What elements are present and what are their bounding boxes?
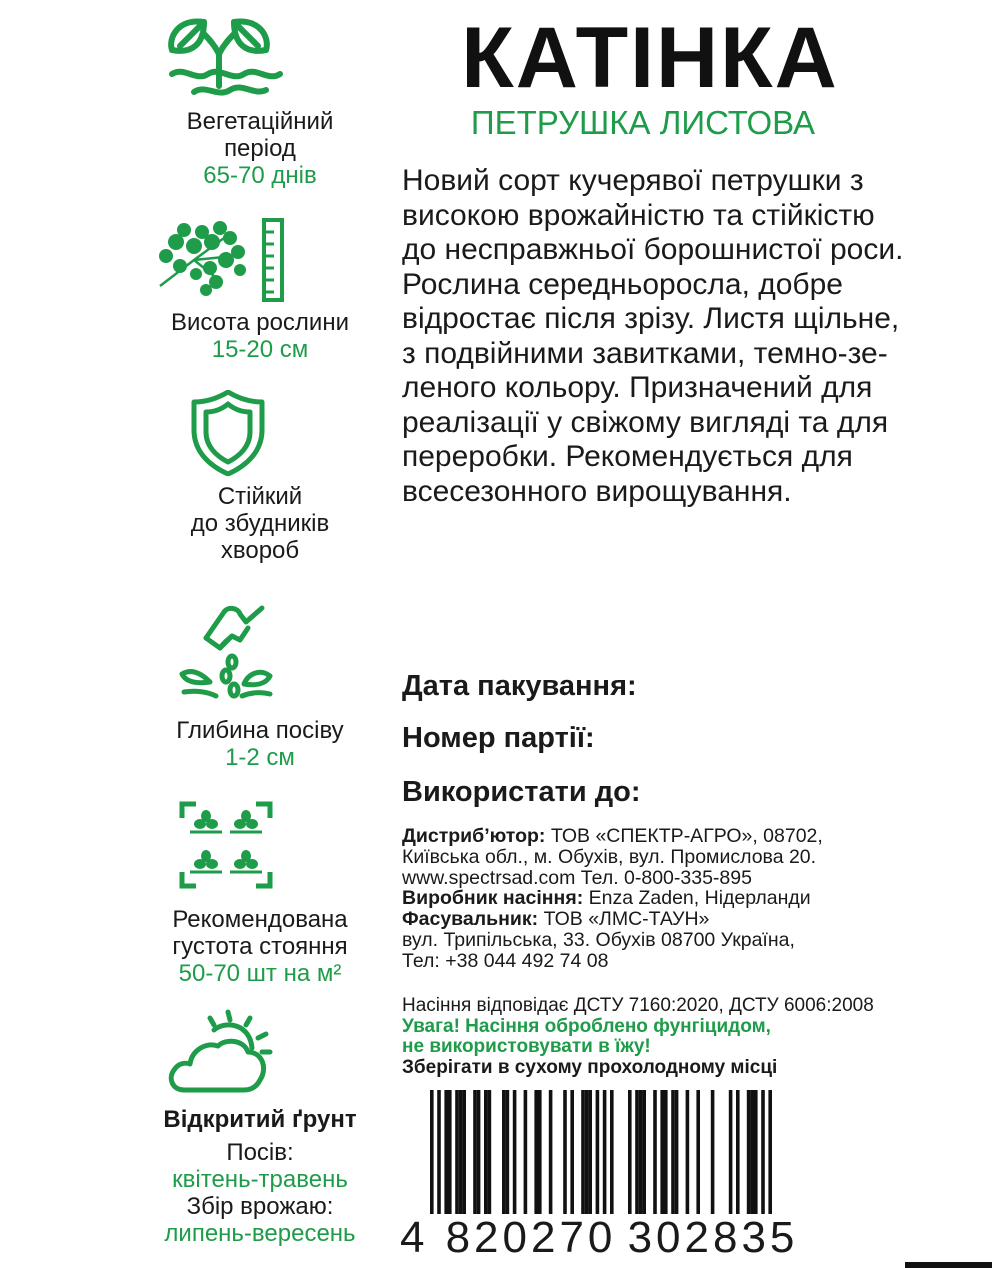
- certification-block: [402, 996, 962, 1078]
- packer-value: ТОВ «ЛМС-ТАУН»: [538, 908, 710, 931]
- plant-height-block: [70, 309, 450, 363]
- barcode-bar: [711, 1090, 715, 1214]
- barcode-bar: [563, 1090, 567, 1214]
- sowing-depth-label: Глибина посіву: [176, 717, 344, 744]
- open-ground-label: Відкритий ґрунт: [163, 1106, 357, 1133]
- description-line: Новий сорт кучерявої петрушки з: [402, 164, 864, 197]
- packer-address: вул. Трипільська, 33. Обухів 08700 Україна,: [402, 928, 795, 951]
- barcode-bar: [664, 1090, 668, 1214]
- plant-height-label: Висота рослини: [170, 309, 349, 336]
- density-value: 50-70 шт на м²: [178, 960, 342, 987]
- plant-grid-icon: [178, 800, 274, 890]
- barcode-bar: [635, 1090, 639, 1214]
- warning-text-2: не використовувати в їжу!: [402, 1036, 651, 1057]
- producer-line: [402, 888, 942, 909]
- barcode-bar: [473, 1090, 477, 1214]
- distributor-value: ТОВ «СПЕКТР-АГРО», 08702,: [545, 825, 823, 847]
- barcode-bar: [639, 1090, 643, 1214]
- distributor-label: Дистриб’ютор:: [402, 825, 546, 847]
- vegetation-value: 65-70 днів: [203, 162, 317, 189]
- description-line: з подвійними завитками, темно-зе-: [402, 336, 888, 370]
- density-label-1: Рекомендована: [172, 906, 348, 933]
- barcode-bar: [534, 1090, 538, 1214]
- harvest-period-value: липень-вересень: [164, 1220, 356, 1247]
- density-label-2: густота стояння: [172, 933, 348, 960]
- crop-subtitle: ПЕТРУШКА ЛИСТОВА: [470, 104, 816, 141]
- barcode-bar: [549, 1090, 553, 1214]
- barcode-bar: [585, 1090, 589, 1214]
- description-line: переробки. Рекомендується для: [402, 440, 853, 473]
- company-info: [402, 826, 942, 972]
- resistance-label-2: до збудників: [190, 510, 330, 537]
- description-line: до несправжньої борошнистої роси.: [402, 233, 904, 266]
- barcode-bar: [448, 1090, 452, 1214]
- barcode-bar: [488, 1090, 492, 1214]
- barcode-bar: [736, 1090, 740, 1214]
- barcode-bar: [459, 1090, 463, 1214]
- sun-cloud-icon: [166, 1008, 276, 1098]
- use-by-field: Використати до:: [402, 776, 641, 808]
- barcode-bar: [462, 1090, 466, 1214]
- barcode-digits: [400, 1214, 804, 1262]
- description-line: реалізації у свіжому вигляді та для: [402, 405, 889, 439]
- packer-label: Фасувальник:: [402, 908, 539, 931]
- barcode-bar: [581, 1090, 585, 1214]
- barcode-bar: [628, 1090, 632, 1214]
- open-ground-block: [70, 1106, 450, 1247]
- packer-line: [402, 909, 942, 930]
- storage-text: Зберігати в сухому прохолодному місці: [402, 1056, 778, 1078]
- description-line: відростає після зрізу. Листя щільне,: [402, 302, 900, 335]
- barcode-bar: [477, 1090, 481, 1214]
- barcode-bar: [696, 1090, 700, 1214]
- variety-title: КАТІНКА: [461, 10, 839, 106]
- sowing-depth-block: [70, 717, 450, 771]
- producer-label: Виробник насіння:: [402, 887, 584, 910]
- barcode-bar: [675, 1090, 679, 1214]
- description-line: всесезонного вирощування.: [402, 474, 792, 508]
- barcode-digit-group-1: 820270: [445, 1213, 617, 1262]
- sprout-icon: [164, 14, 288, 98]
- barcode-bar: [754, 1090, 758, 1214]
- resistance-label-3: хвороб: [220, 537, 300, 564]
- barcode-bar: [660, 1090, 664, 1214]
- vegetation-label-1: Вегетаційний: [186, 108, 334, 135]
- disease-resistance-block: [70, 483, 450, 564]
- barcode-bar: [750, 1090, 754, 1214]
- barcode-bar: [524, 1090, 528, 1214]
- parsley-ruler-icon: [154, 216, 294, 304]
- packer-phone: Тел: +38 044 492 74 08: [402, 949, 609, 972]
- barcode-bar: [455, 1090, 459, 1214]
- barcode-bar: [686, 1090, 690, 1214]
- barcode-bar: [570, 1090, 574, 1214]
- sowing-period-label: Посів:: [226, 1139, 294, 1166]
- sowing-period-value: квітень-травень: [172, 1166, 348, 1193]
- distributor-contacts: www.spectrsad.com Тел. 0-800-335-895: [402, 866, 752, 889]
- plant-height-value: 15-20 см: [211, 336, 309, 363]
- barcode-bar: [513, 1090, 517, 1214]
- barcode-bar: [506, 1090, 510, 1214]
- variety-description: [402, 164, 942, 509]
- corner-rule: [905, 1262, 992, 1268]
- barcode-bar: [610, 1090, 614, 1214]
- description-line: леного кольору. Призначений для: [402, 371, 873, 404]
- barcode-bar: [444, 1090, 448, 1214]
- barcode-bar: [484, 1090, 488, 1214]
- producer-value: Enza Zaden, Нідерланди: [583, 887, 811, 910]
- barcode-digit-group-2: 302835: [627, 1213, 799, 1262]
- vegetation-period-block: [70, 108, 450, 189]
- distributor-address: Київська обл., м. Обухів, вул. Промислова 20.: [402, 845, 817, 868]
- barcode-bar: [588, 1090, 592, 1214]
- barcode-bar: [747, 1090, 751, 1214]
- barcode-digit-first: 4: [400, 1213, 425, 1262]
- pack-date-field: Дата пакування:: [402, 670, 637, 702]
- sowing-depth-value: 1-2 см: [225, 744, 295, 771]
- warning-text-1: Увага! Насіння оброблено фунгіцидом,: [402, 1015, 771, 1037]
- harvest-period-label: Збір врожаю:: [186, 1193, 334, 1220]
- barcode-bar: [642, 1090, 646, 1214]
- shield-icon: [190, 390, 266, 476]
- batch-number-field: Номер партії:: [402, 722, 595, 754]
- barcode-bar: [653, 1090, 657, 1214]
- barcode-bar: [729, 1090, 733, 1214]
- barcode-bar: [671, 1090, 675, 1214]
- description-line: високою врожайністю та стійкістю: [402, 198, 875, 232]
- barcode-bar: [538, 1090, 542, 1214]
- resistance-label-1: Стійкий: [217, 483, 303, 510]
- plant-density-block: [70, 906, 450, 987]
- distributor-line: [402, 826, 942, 847]
- sowing-hand-icon: [176, 596, 276, 706]
- vegetation-label-2: період: [224, 135, 296, 162]
- description-line: Рослина середньоросла, добре: [402, 267, 843, 301]
- barcode-bar: [502, 1090, 506, 1214]
- standards-text: Насіння відповідає ДСТУ 7160:2020, ДСТУ 6006:2008: [402, 995, 874, 1016]
